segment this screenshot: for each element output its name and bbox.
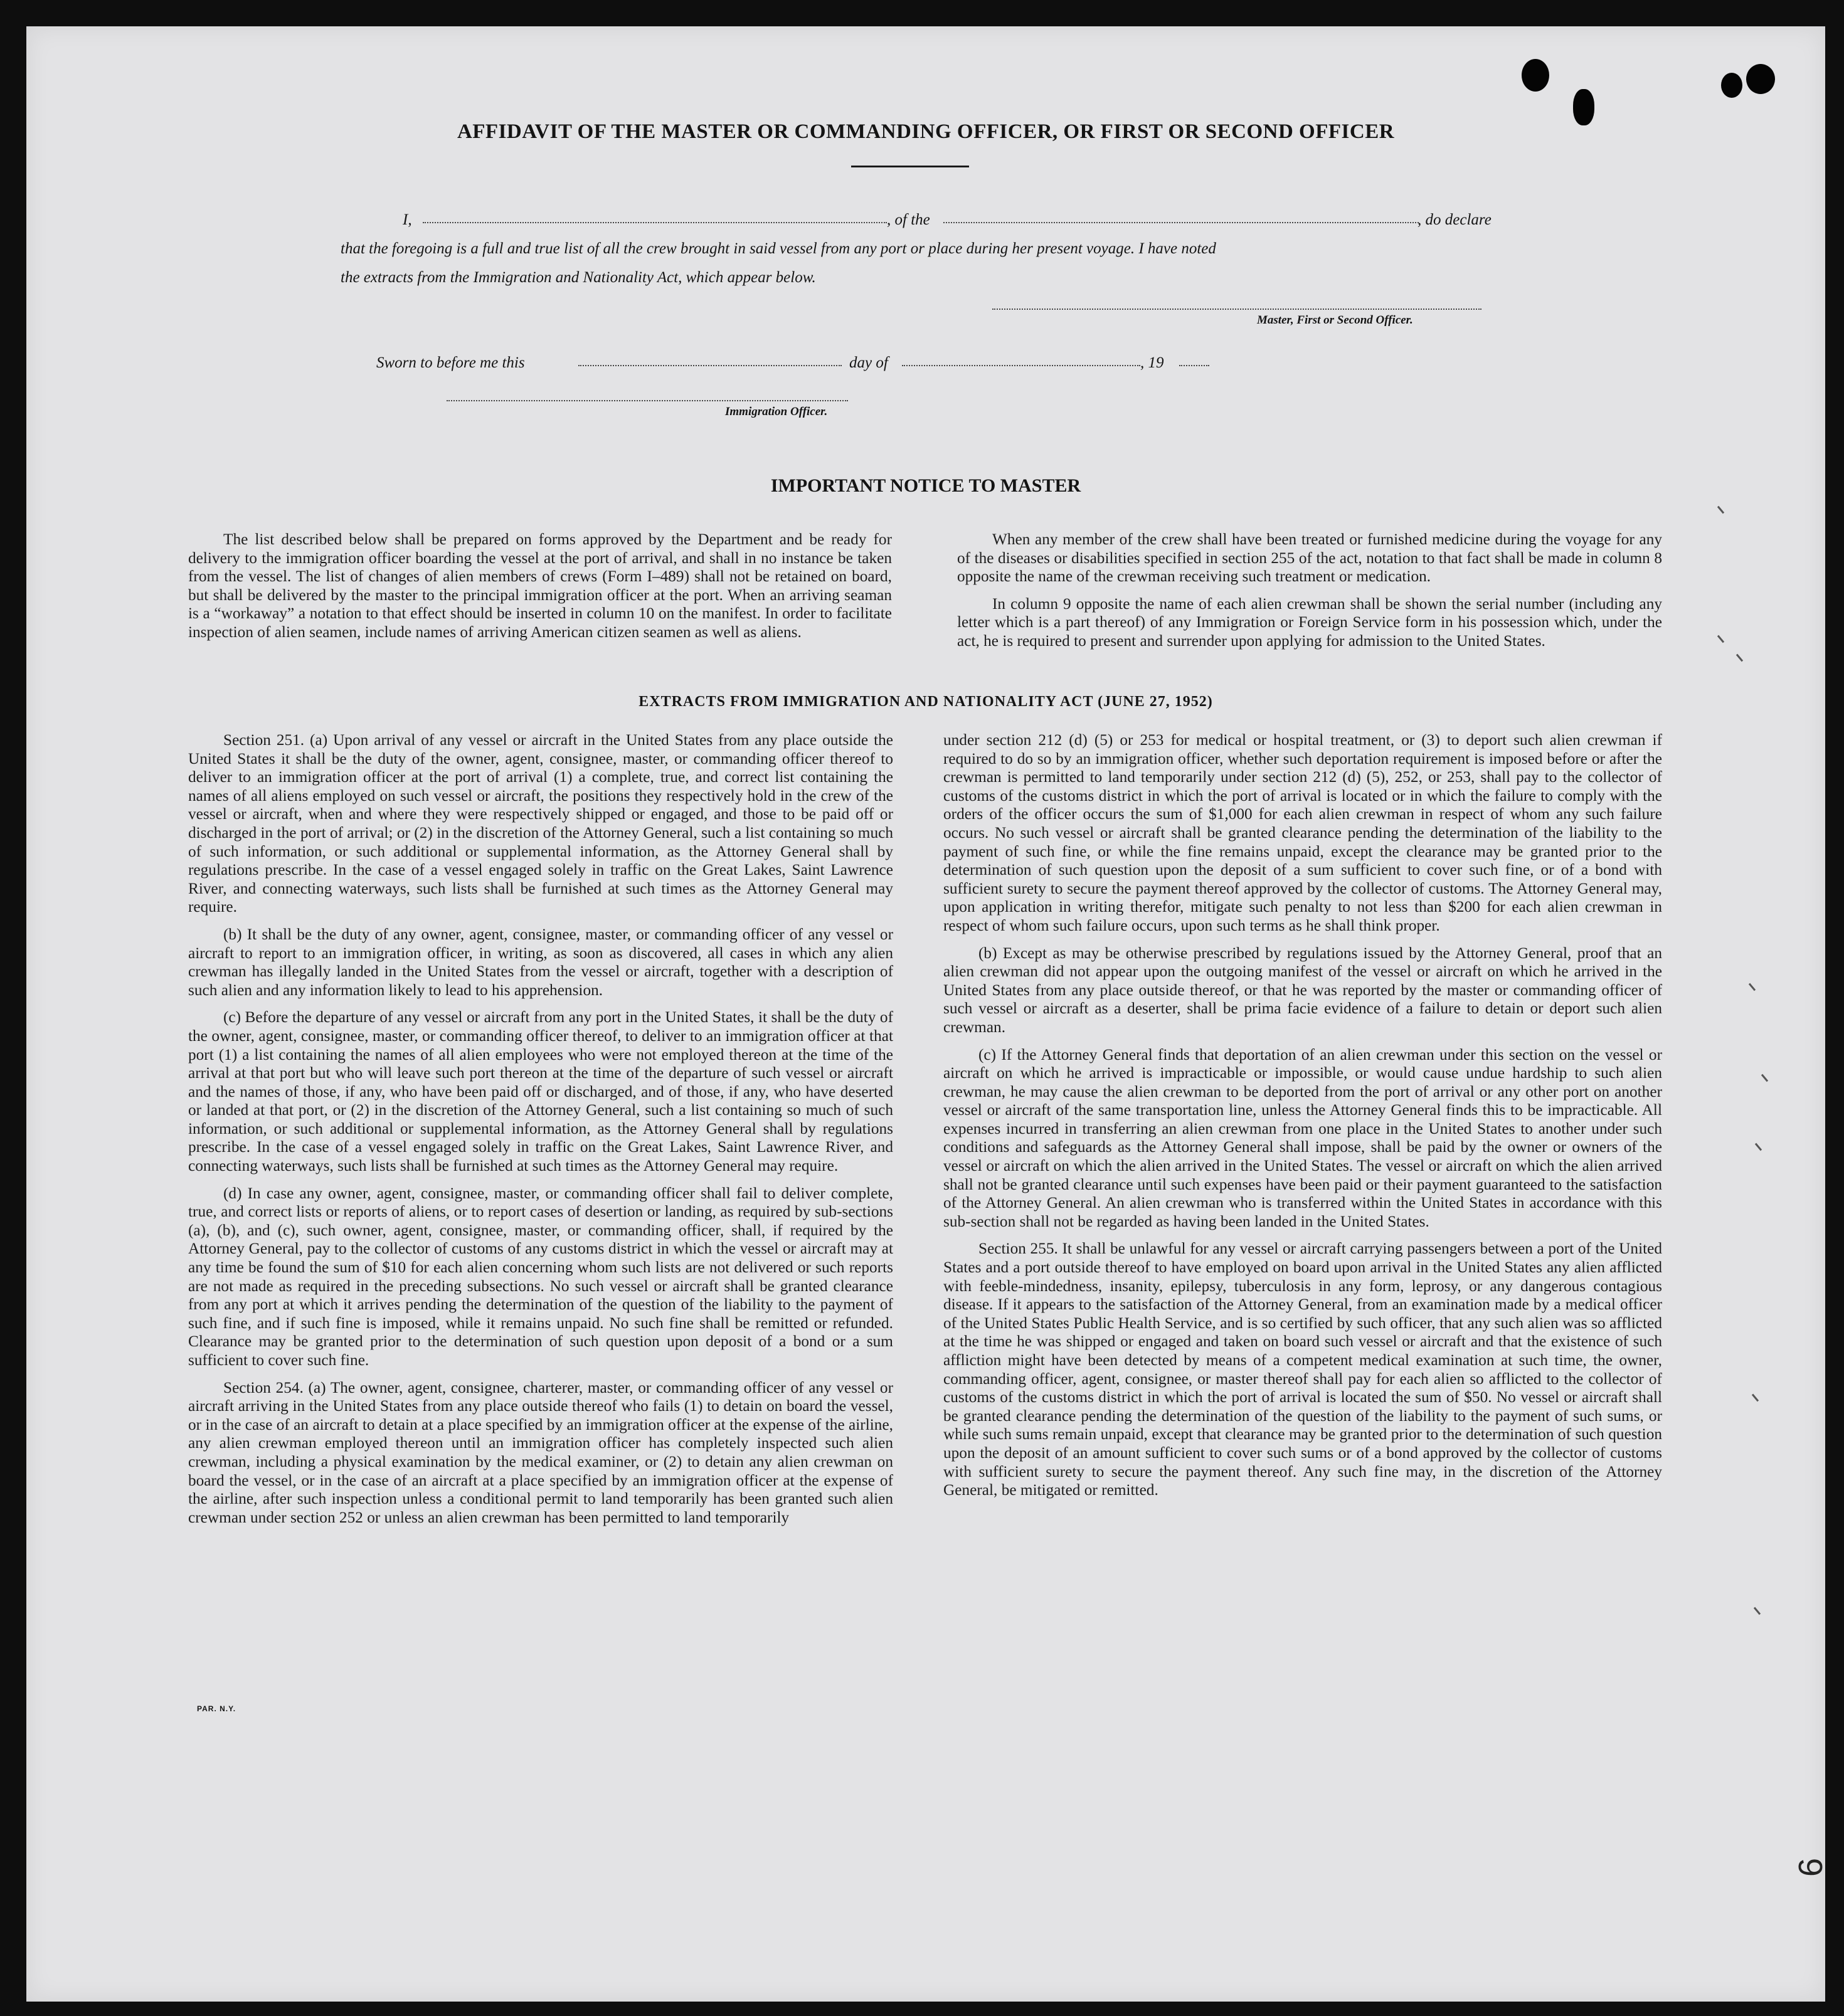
ink-blot bbox=[1746, 64, 1775, 94]
master-signature-line[interactable] bbox=[992, 307, 1481, 310]
master-signature-label: Master, First or Second Officer. bbox=[1257, 314, 1413, 327]
sworn-day-of: day of bbox=[849, 354, 888, 371]
ink-blot bbox=[1721, 73, 1742, 98]
notice-right-paragraph-2: In column 9 opposite the name of each alien crewman shall be shown the serial number (including any letter which is a part thereof) of any Immigration or Foreign Service form in his possession which, under the act, he is required to present and surrender upon applying for admission to the United States. bbox=[957, 594, 1662, 650]
decl-i-text: I, bbox=[403, 211, 412, 228]
margin-speck bbox=[1761, 1074, 1768, 1082]
section-255: Section 255. It shall be unlawful for any vessel or aircraft carrying passengers between a port of the United States and a port outside thereof to have employed on board upon arrival in the United States any alien afflicted with feeble-mindedness, insanity, epilepsy, tuberculosis in any form, leprosy, or any dangerous contagious disease. If it appears to the satisfaction of the Attorney General, from an examination made by a medical officer of the United States Public Health Service, and is so certified by such officer, that any such alien was so afflicted at the time he was shipped or engaged and taken on board such vessel or aircraft and that the existence of such affliction might have been detected by means of a competent medical examination at such time, the owner, commanding officer, agent, consignee, or master thereof shall pay for each alien so afflicted to the collector of customs of the customs district in which the port of arrival is located the sum of $50. No vessel or aircraft shall be granted clearance pending the determination of the question of the liability to the payment of such sums, or while such sums remain unpaid, except that clearance may be granted prior to the determination of such question upon the deposit of an amount sufficient to cover such sums or of a bond approved by the collector of customs with sufficient surety to secure the payment thereof. Any such fine may, in the discretion of the Attorney General, be mitigated or remitted. bbox=[943, 1240, 1662, 1499]
name-fill-line[interactable] bbox=[423, 221, 887, 223]
decl-declare-text: , do declare bbox=[1417, 211, 1492, 228]
margin-speck bbox=[1754, 1607, 1761, 1615]
margin-speck bbox=[1752, 1394, 1759, 1402]
section-254-a-continued: under section 212 (d) (5) or 253 for medical or hospital treatment, or (3) to deport such alien crewman if required to do so by an immigration officer, whether such deportation requirement is imposed before or after the crewman is permitted to land temporarily under section 212 (d) (5), 252, or 253, shall pay to the collector of customs of the customs district in which the port of arrival is located or in which the failure to comply with the orders of the officer occurs the sum of $1,000 for each alien crewman in respect of whom any such failure occurs. No such vessel or aircraft shall be granted clearance pending the determination of the liability to the payment of such fine, or while the fine remains unpaid, except the clearance may be granted prior to the determination of such question upon the deposit of a sum sufficient to cover such fine, or of a bond with sufficient surety to secure the payment thereof approved by the collector of customs. The Attorney General may, upon application in writing therefor, mitigate such penalty to not less than $200 for each alien crewman in respect of whom such failure occurs, upon such terms as he shall think proper. bbox=[943, 731, 1662, 934]
ink-blot bbox=[1522, 59, 1549, 92]
section-251-b: (b) It shall be the duty of any owner, agent, consignee, master, or commanding officer of any vessel or aircraft to report to an immigration officer, in writing, as soon as discovered, all cases in which any alien crewman has illegally landed in the United States from the vessel or aircraft, together with a description of such alien and any information likely to lead to his apprehension. bbox=[188, 925, 893, 999]
extracts-left-column bbox=[188, 731, 893, 1536]
margin-speck bbox=[1717, 635, 1724, 643]
title-rule bbox=[851, 166, 969, 167]
section-254-b: (b) Except as may be otherwise prescribed by regulations issued by the Attorney General, proof that an alien crewman did not appear upon the outgoing manifest of the vessel or aircraft on which he arrived in the United States from any place outside thereof, or that he was reported by the master or commanding officer of such vessel or aircraft as a deserter, shall be prima facie evidence of a failure to detain or deport such alien crewman. bbox=[943, 944, 1662, 1036]
printer-imprint: PAR. N.Y. bbox=[197, 1704, 236, 1713]
sworn-day-fill-line[interactable] bbox=[578, 364, 842, 366]
sworn-year-fill-line[interactable] bbox=[1179, 364, 1209, 366]
declaration-line-2: that the foregoing is a full and true list of all the crew brought in said vessel from any port or place during her present voyage. I have noted bbox=[341, 240, 1216, 257]
sworn-month-fill-line[interactable] bbox=[902, 364, 1140, 366]
notice-title: IMPORTANT NOTICE TO MASTER bbox=[770, 475, 1081, 496]
margin-speck bbox=[1755, 1143, 1762, 1151]
extracts-title: EXTRACTS FROM IMMIGRATION AND NATIONALITY ACT (JUNE 27, 1952) bbox=[639, 694, 1213, 710]
sworn-year: , 19 bbox=[1140, 354, 1164, 371]
notice-left-column bbox=[188, 530, 892, 651]
page-number: 6 bbox=[1791, 1857, 1830, 1877]
notice-right-column bbox=[957, 530, 1662, 660]
margin-speck bbox=[1736, 654, 1743, 662]
section-251-c: (c) Before the departure of any vessel or aircraft from any port in the United States, it shall be the duty of the owner, agent, consignee, master, or commanding officer thereof, to deliver to an immigration officer at that port (1) a list containing the names of all alien employees who were not employed thereon at the time of the arrival at that port but who will leave such port thereon at the time of the departure of such vessel or aircraft and the names of those, if any, who have been paid off or discharged, and of those, if any, who have deserted or landed at that port, or (2) in the discretion of the Attorney General, such a list containing so much of such information, or such additional or supplemental information, as the Attorney General shall by regulations prescribe. In the case of a vessel engaged solely in traffic on the Great Lakes, Saint Lawrence River, and connecting waterways, such lists shall be furnished at such times as the Attorney General may require. bbox=[188, 1008, 893, 1175]
document-page bbox=[26, 26, 1830, 2002]
section-254-a: Section 254. (a) The owner, agent, consignee, charterer, master, or commanding officer of any vessel or aircraft arriving in the United States from any place outside thereof who fails (1) to detain on board the vessel, or in the case of an aircraft to detain at a place specified by an immigration officer at the expense of the airline, any alien crewman employed thereon until an immigration officer has completely inspected such alien crewman, including a physical examination by the medical examiner, or (2) to detain any alien crewman on board the vessel, or in the case of an aircraft at a place specified by an immigration officer at the expense of the airline, after such inspection unless a conditional permit to land temporarily has been granted such alien crewman under section 252 or unless an alien crewman has been permitted to land temporarily bbox=[188, 1378, 893, 1526]
vessel-fill-line[interactable] bbox=[943, 221, 1419, 223]
section-254-c: (c) If the Attorney General finds that deportation of an alien crewman under this section on the vessel or aircraft on which he arrived is impracticable or impossible, or would cause undue hardship to such alien crewman, he may cause the alien crewman to be deported from the port of arrival or any other port on another vessel or aircraft of the same transportation line, unless the Attorney General finds this to be impracticable. All expenses incurred in transferring an alien crewman from one place in the United States to another under such conditions and safeguards as the Attorney General shall impose, shall be paid by the owner or owners of the vessel or aircraft on which the alien arrived in the United States. The vessel or aircraft on which the alien arrived shall not be granted clearance until such expenses have been paid or their payment guaranteed to the satisfaction of the Attorney General. An alien crewman who is transferred within the United States in accordance with this sub-section shall not be regarded as having been landed in the United States. bbox=[943, 1045, 1662, 1230]
section-251-a: Section 251. (a) Upon arrival of any vessel or aircraft in the United States from any place outside the United States it shall be the duty of the owner, agent, consignee, master, or commanding officer thereof to deliver to an immigration officer at the port of arrival (1) a complete, true, and correct list containing the names of all aliens employed on such vessel or aircraft, the positions they respectively hold in the crew of the vessel or aircraft, when and where they were respectively shipped or engaged, and those to be paid off or discharged in the port of arrival; or (2) in the discretion of the Attorney General, such a list containing so much of such information, or such additional or supplemental information, as the Attorney General shall by regulations prescribe. In the case of a vessel engaged solely in traffic on the Great Lakes, Saint Lawrence River, and connecting waterways, such lists shall be furnished at such times as the Attorney General may require. bbox=[188, 731, 893, 916]
extracts-right-column bbox=[943, 731, 1662, 1509]
officer-signature-label: Immigration Officer. bbox=[725, 405, 828, 418]
margin-speck bbox=[1749, 983, 1756, 991]
decl-of-the-text: , of the bbox=[887, 211, 930, 228]
section-251-d: (d) In case any owner, agent, consignee, master, or commanding officer shall fail to deliver complete, true, and correct lists or reports of aliens, or to report cases of desertion or landing, as required by sub-sections (a), (b), and (c), such owner, agent, consignee, master, or commanding officer, shall, if required by the Attorney General, pay to the collector of customs of any customs district in which the vessel or aircraft may at any time be found the sum of $10 for each alien concerning whom such lists are not delivered or such reports are not made as required in the preceding subsections. No such vessel or aircraft shall be granted clearance from any port at which it arrives pending the determination of the question of the liability to the payment of such fine, and if such fine is imposed, while it remains unpaid. No such fine shall be remitted or refunded. Clearance may be granted prior to the determination of such question upon deposit of a bond or a sum sufficient to cover such fine. bbox=[188, 1184, 893, 1369]
notice-left-paragraph: The list described below shall be prepared on forms approved by the Department and be ready for delivery to the immigration officer boarding the vessel at the port of arrival, and shall in no instance be taken from the vessel. The list of changes of alien members of crews (Form I–489) shall not be retained on board, but shall be delivered by the master to the principal immigration officer at the port. When an arriving seaman is a “workaway” a notation to that effect should be inserted in column 10 on the manifest. In order to facilitate inspection of alien seamen, include names of arriving American citizen seamen as well as aliens. bbox=[188, 530, 892, 641]
officer-signature-line[interactable] bbox=[447, 399, 848, 401]
notice-right-paragraph-1: When any member of the crew shall have been treated or furnished medicine during the voyage for any of the diseases or disabilities specified in section 255 of the act, notation to that fact shall be made in column 8 opposite the name of the crewman receiving such treatment or medication. bbox=[957, 530, 1662, 586]
affidavit-title: AFFIDAVIT OF THE MASTER OR COMMANDING OFFICER, OR FIRST OR SECOND OFFICER bbox=[457, 120, 1395, 143]
declaration-line-3: the extracts from the Immigration and Nationality Act, which appear below. bbox=[341, 269, 816, 286]
margin-speck bbox=[1717, 506, 1724, 514]
sworn-prefix: Sworn to before me this bbox=[376, 354, 525, 371]
declaration-line-1 bbox=[403, 206, 412, 235]
